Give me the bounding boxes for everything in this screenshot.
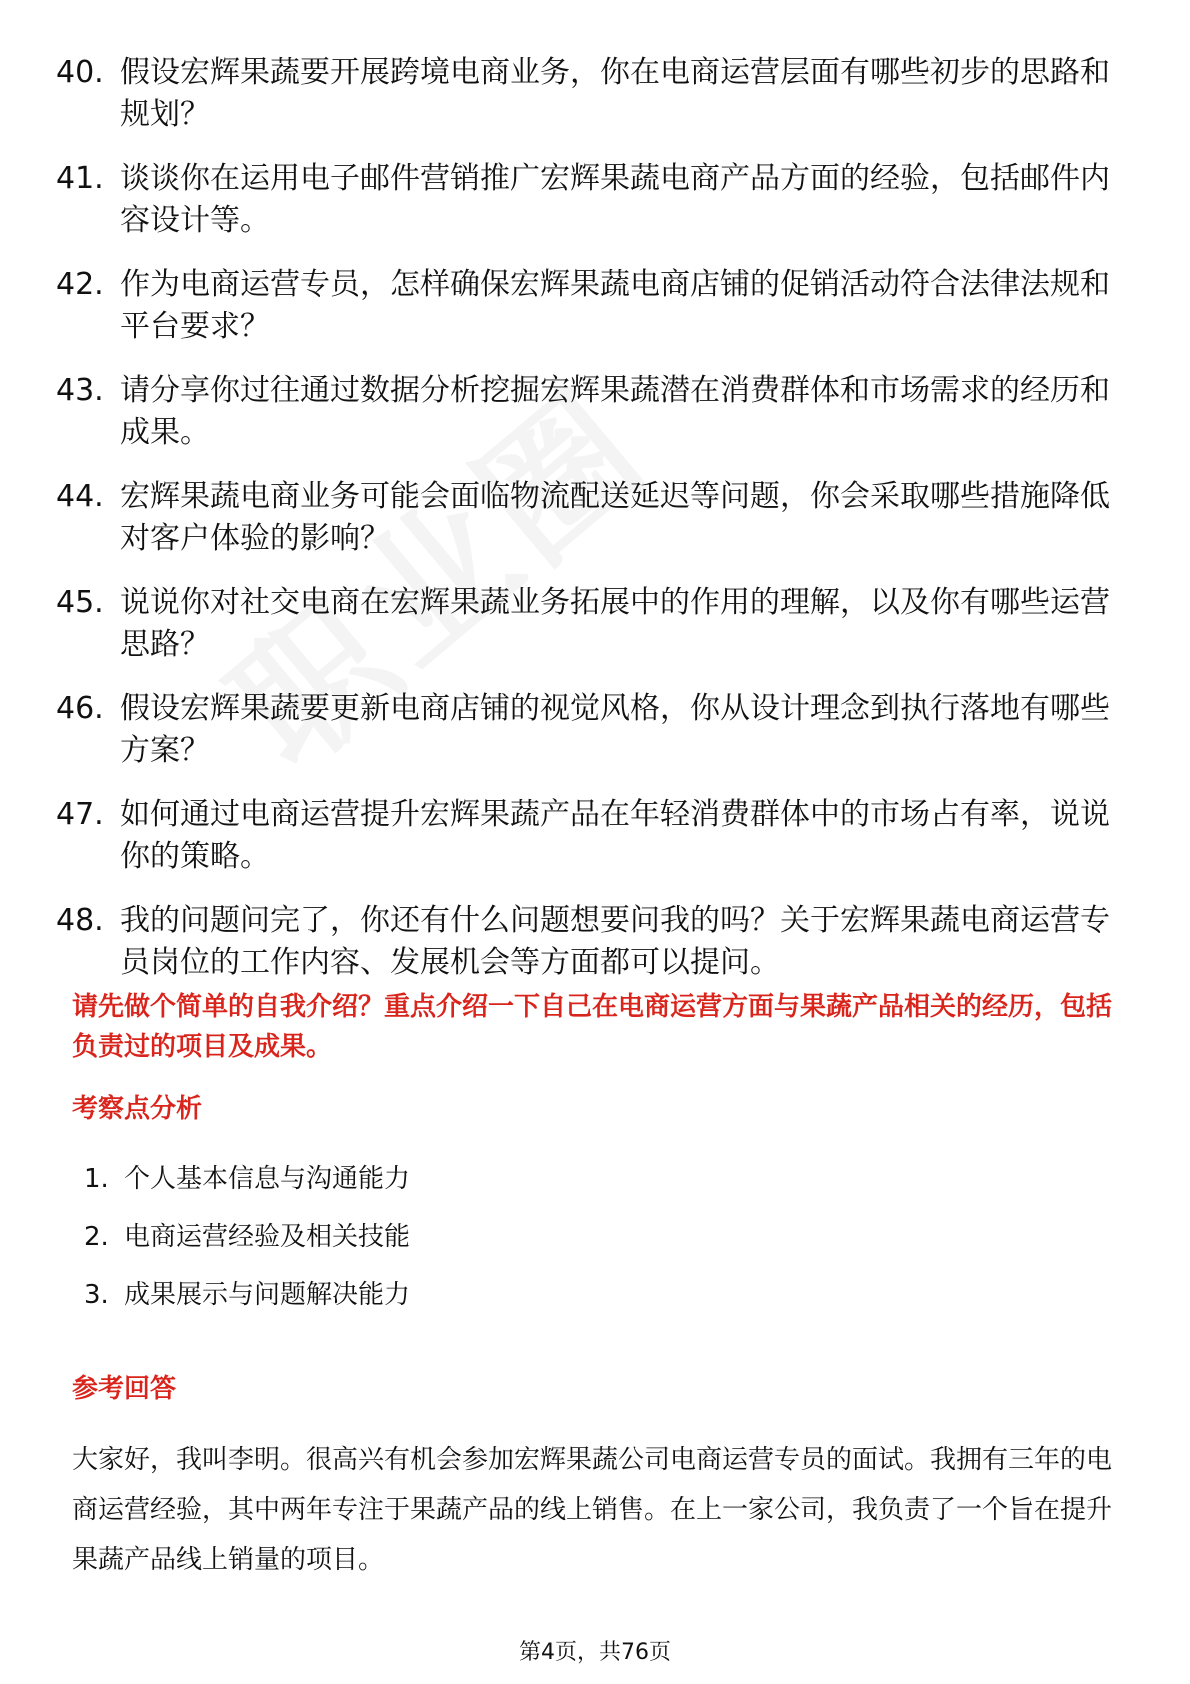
question-text: 请分享你过往通过数据分析挖掘宏辉果蔬潜在消费群体和市场需求的经历和成果。 xyxy=(120,373,1110,450)
analysis-text: 个人基本信息与沟通能力 xyxy=(124,1164,411,1194)
analysis-item xyxy=(84,1219,410,1255)
question-text: 如何通过电商运营提升宏辉果蔬产品在年轻消费群体中的市场占有率，说说你的策略。 xyxy=(120,797,1110,874)
question-number: 40. xyxy=(56,55,104,90)
question-number: 46. xyxy=(56,691,104,726)
question-item xyxy=(56,794,1126,878)
question-text: 作为电商运营专员，怎样确保宏辉果蔬电商店铺的促销活动符合法律法规和平台要求？ xyxy=(120,267,1110,344)
question-number: 41. xyxy=(56,161,104,196)
question-text: 我的问题问完了，你还有什么问题想要问我的吗？关于宏辉果蔬电商运营专员岗位的工作内容、发展机会等方面都可以提问。 xyxy=(120,903,1110,980)
question-item xyxy=(56,688,1126,772)
analysis-number: 1. xyxy=(84,1164,109,1194)
question-text: 谈谈你在运用电子邮件营销推广宏辉果蔬电商产品方面的经验，包括邮件内容设计等。 xyxy=(120,161,1110,238)
question-number: 45. xyxy=(56,585,104,620)
question-item xyxy=(56,52,1126,136)
question-number: 47. xyxy=(56,797,104,832)
question-item xyxy=(56,370,1126,454)
question-number: 43. xyxy=(56,373,104,408)
question-text: 宏辉果蔬电商业务可能会面临物流配送延迟等问题，你会采取哪些措施降低对客户体验的影响？ xyxy=(120,479,1110,556)
analysis-item xyxy=(84,1161,410,1197)
question-item xyxy=(56,158,1126,242)
analysis-item xyxy=(84,1277,410,1313)
question-item xyxy=(56,476,1126,560)
question-item xyxy=(56,264,1126,348)
analysis-number: 3. xyxy=(84,1280,109,1310)
question-text: 假设宏辉果蔬要更新电商店铺的视觉风格，你从设计理念到执行落地有哪些方案？ xyxy=(120,691,1110,768)
reference-title: 参考回答 xyxy=(72,1374,177,1404)
question-item xyxy=(56,900,1126,984)
analysis-text: 成果展示与问题解决能力 xyxy=(124,1280,411,1310)
question-text: 假设宏辉果蔬要开展跨境电商业务，你在电商运营层面有哪些初步的思路和规划？ xyxy=(120,55,1110,132)
analysis-list xyxy=(84,1161,410,1335)
page-footer: 第4页，共76页 xyxy=(519,1640,671,1665)
analysis-title: 考察点分析 xyxy=(72,1094,203,1124)
question-number: 48. xyxy=(56,903,104,938)
analysis-number: 2. xyxy=(84,1222,109,1252)
featured-question: 请先做个简单的自我介绍？重点介绍一下自己在电商运营方面与果蔬产品相关的经历，包括负责过的项目及成果。 xyxy=(72,992,1113,1062)
question-text: 说说你对社交电商在宏辉果蔬业务拓展中的作用的理解，以及你有哪些运营思路？ xyxy=(120,585,1110,662)
question-number: 42. xyxy=(56,267,104,302)
reference-answer: 大家好，我叫李明。很高兴有机会参加宏辉果蔬公司电商运营专员的面试。我拥有三年的电商运营经验，其中两年专注于果蔬产品的线上销售。在上一家公司，我负责了一个旨在提升果蔬产品线上销量的项目。 xyxy=(72,1445,1113,1575)
question-item xyxy=(56,582,1126,666)
question-list xyxy=(56,52,1126,1006)
analysis-text: 电商运营经验及相关技能 xyxy=(124,1222,411,1252)
question-number: 44. xyxy=(56,479,104,514)
